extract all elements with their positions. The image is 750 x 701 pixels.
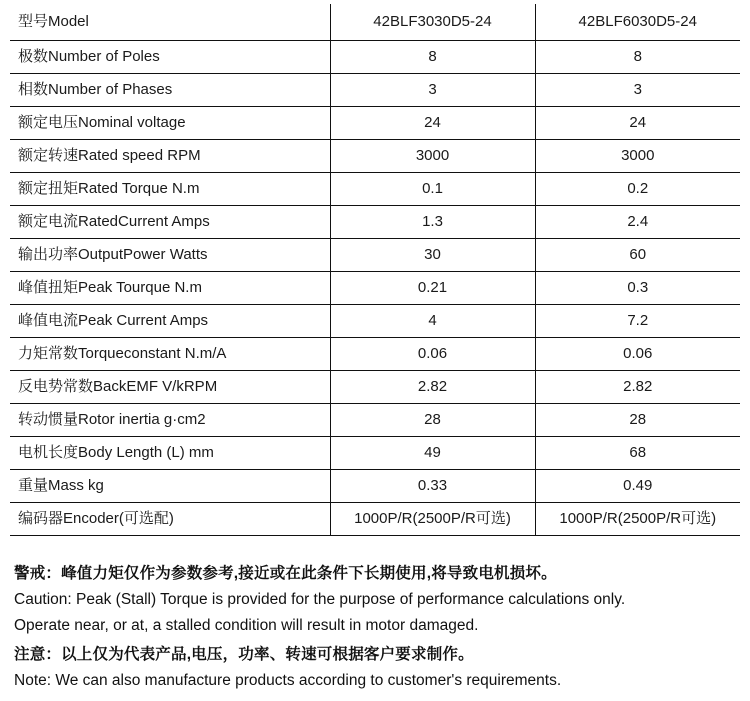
row-value-1: 0.06 (330, 337, 535, 370)
row-value-1: 28 (330, 403, 535, 436)
row-label: 编码器Encoder(可选配) (10, 502, 330, 535)
motor-spec-table (10, 4, 740, 536)
row-value-2: 0.06 (535, 337, 740, 370)
row-value-1: 0.21 (330, 271, 535, 304)
table-row (10, 337, 740, 370)
row-label: 峰值电流Peak Current Amps (10, 304, 330, 337)
table-row (10, 436, 740, 469)
caution-note-english-line1: Caution: Peak (Stall) Torque is provided for the purpose of performance calculations only. (14, 590, 626, 608)
row-value-2: 1000P/R(2500P/R可选) (535, 502, 740, 535)
row-label: 相数Number of Phases (10, 73, 330, 106)
column-header-model: 型号Model (10, 4, 330, 40)
row-value-1: 4 (330, 304, 535, 337)
row-label: 峰值扭矩Peak Tourque N.m (10, 271, 330, 304)
row-label: 重量Mass kg (10, 469, 330, 502)
row-label: 输出功率OutputPower Watts (10, 238, 330, 271)
row-label: 电机长度Body Length (L) mm (10, 436, 330, 469)
caution-note-english-line2: Operate near, or at, a stalled condition will result in motor damaged. (14, 616, 479, 634)
row-value-1: 49 (330, 436, 535, 469)
table-header-row (10, 4, 740, 40)
row-value-1: 1000P/R(2500P/R可选) (330, 502, 535, 535)
row-value-1: 2.82 (330, 370, 535, 403)
row-label: 额定电流RatedCurrent Amps (10, 205, 330, 238)
table-row (10, 40, 740, 73)
row-value-2: 8 (535, 40, 740, 73)
row-value-1: 30 (330, 238, 535, 271)
note-chinese: 注意：以上仅为代表产品,电压，功率、转速可根据客户要求制作。 (14, 645, 474, 663)
table-row (10, 172, 740, 205)
row-value-2: 3000 (535, 139, 740, 172)
table-row (10, 502, 740, 535)
caution-note-chinese: 警戒：峰值力矩仅作为参数参考,接近或在此条件下长期使用,将导致电机损坏。 (14, 564, 557, 582)
table-body (10, 4, 740, 535)
row-value-2: 68 (535, 436, 740, 469)
row-value-2: 2.4 (535, 205, 740, 238)
table-row (10, 205, 740, 238)
row-label: 额定转速Rated speed RPM (10, 139, 330, 172)
row-value-1: 1.3 (330, 205, 535, 238)
row-label: 反电势常数BackEMF V/kRPM (10, 370, 330, 403)
table-row (10, 139, 740, 172)
table-row (10, 271, 740, 304)
row-value-2: 0.3 (535, 271, 740, 304)
column-header-model-1: 42BLF3030D5-24 (330, 4, 535, 40)
table-row (10, 403, 740, 436)
note-english: Note: We can also manufacture products according to customer's requirements. (14, 671, 562, 689)
table-row (10, 469, 740, 502)
row-value-1: 3 (330, 73, 535, 106)
row-value-1: 3000 (330, 139, 535, 172)
notes-section (10, 562, 740, 693)
row-value-2: 28 (535, 403, 740, 436)
row-label: 额定扭矩Rated Torque N.m (10, 172, 330, 205)
row-value-2: 2.82 (535, 370, 740, 403)
row-value-1: 24 (330, 106, 535, 139)
row-value-2: 60 (535, 238, 740, 271)
table-row (10, 370, 740, 403)
row-value-2: 0.2 (535, 172, 740, 205)
table-row (10, 304, 740, 337)
table-row (10, 106, 740, 139)
row-label: 力矩常数Torqueconstant N.m/A (10, 337, 330, 370)
table-row (10, 238, 740, 271)
row-value-1: 0.33 (330, 469, 535, 502)
row-value-2: 24 (535, 106, 740, 139)
row-value-2: 3 (535, 73, 740, 106)
table-row (10, 73, 740, 106)
row-value-2: 0.49 (535, 469, 740, 502)
row-value-1: 8 (330, 40, 535, 73)
spec-sheet (0, 4, 750, 701)
column-header-model-2: 42BLF6030D5-24 (535, 4, 740, 40)
row-value-2: 7.2 (535, 304, 740, 337)
row-value-1: 0.1 (330, 172, 535, 205)
row-label: 极数Number of Poles (10, 40, 330, 73)
row-label: 转动惯量Rotor inertia g·cm2 (10, 403, 330, 436)
row-label: 额定电压Nominal voltage (10, 106, 330, 139)
